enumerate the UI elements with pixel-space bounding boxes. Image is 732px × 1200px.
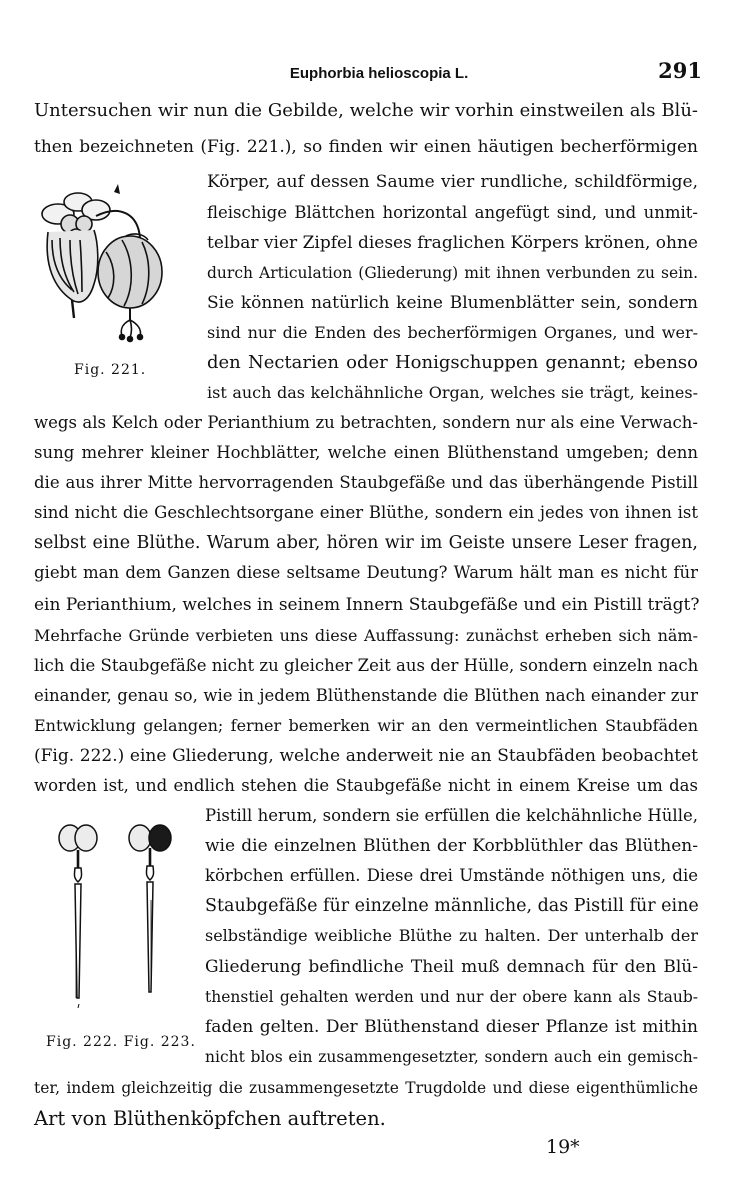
- text-line: Staubgefäße für einzelne männliche, das Pistill für eine: [205, 896, 699, 916]
- text-line: Art von Blüthenköpfchen auftreten.: [34, 1107, 386, 1130]
- text-line: Untersuchen wir nun die Gebilde, welche wir vorhin einstweilen als Blü-: [34, 100, 698, 121]
- text-line: sung mehrer kleiner Hochblätter, welche einen Blüthenstand umgeben; denn: [34, 443, 698, 462]
- text-line: den Nectarien oder Honigschuppen genannt; ebenso: [207, 352, 698, 373]
- text-line: Körper, auf dessen Saume vier rundliche, schildförmige,: [207, 172, 698, 192]
- running-title: Euphorbia helioscopia L.: [289, 65, 469, 82]
- text-line: nicht blos ein zusammengesetzter, sondern auch ein gemisch-: [205, 1048, 698, 1066]
- text-line: then bezeichneten (Fig. 221.), so finden wir einen häutigen becherförmigen: [34, 137, 698, 157]
- text-line: sind nicht die Geschlechtsorgane einer Blüthe, sondern ein jedes von ihnen ist: [34, 503, 698, 522]
- text-line: Mehrfache Gründe verbieten uns diese Auffassung: zunächst erheben sich näm-: [34, 626, 698, 645]
- text-line: ein Perianthium, welches in seinem Innern Staubgefäße und ein Pistill trägt?: [34, 595, 700, 615]
- text-line: fleischige Blättchen horizontal angefügt sind, und unmit-: [207, 203, 698, 222]
- text-line: selbständige weibliche Blüthe zu halten. Der unterhalb der: [205, 926, 698, 945]
- text-line: wie die einzelnen Blüthen der Korbblüthler das Blüthen-: [205, 836, 698, 856]
- text-line: selbst eine Blüthe. Warum aber, hören wir im Geiste unsere Leser fragen,: [34, 533, 698, 553]
- text-line: faden gelten. Der Blüthenstand dieser Pflanze ist mithin: [205, 1017, 698, 1037]
- text-line: durch Articulation (Gliederung) mit ihnen verbunden zu sein.: [207, 264, 698, 282]
- running-head: [60, 58, 702, 86]
- text-line: giebt man dem Ganzen diese seltsame Deutung? Warum hält man es nicht für: [34, 563, 698, 582]
- text-line: ter, indem gleichzeitig die zusammengesetzte Trugdolde und diese eigenthümliche: [34, 1079, 698, 1097]
- text-line: thenstiel gehalten werden und nur der obere kann als Staub-: [205, 988, 698, 1006]
- text-line: sind nur die Enden des becherförmigen Organes, und wer-: [207, 323, 698, 342]
- text-line: ist auch das kelchähnliche Organ, welches sie trägt, keines-: [207, 383, 698, 402]
- text-line: körbchen erfüllen. Diese drei Umstände nöthigen uns, die: [205, 866, 698, 885]
- text-line: einander, genau so, wie in jedem Blüthenstande die Blüthen nach einander zur: [34, 686, 698, 705]
- text-line: Entwicklung gelangen; ferner bemerken wir an den vermeintlichen Staubfäden: [34, 716, 698, 735]
- text-line: worden ist, und endlich stehen die Staubgefäße nicht in einem Kreise um das: [34, 776, 698, 795]
- figure-221-illustration: [30, 180, 190, 350]
- text-line: (Fig. 222.) eine Gliederung, welche anderweit nie an Staubfäden beobachtet: [34, 746, 698, 766]
- text-line: die aus ihrer Mitte hervorragenden Staubgefäße und das überhängende Pistill: [34, 473, 698, 492]
- signature-mark: 19*: [546, 1136, 580, 1158]
- text-line: wegs als Kelch oder Perianthium zu betrachten, sondern nur als eine Verwach-: [34, 413, 698, 432]
- text-line: telbar vier Zipfel dieses fraglichen Körpers krönen, ohne: [207, 233, 698, 253]
- page-number: 291: [658, 58, 702, 83]
- figure-221-caption: Fig. 221.: [74, 362, 147, 378]
- text-line: Sie können natürlich keine Blumenblätter sein, sondern: [207, 293, 698, 313]
- text-line: Pistill herum, sondern sie erfüllen die kelchähnliche Hülle,: [205, 806, 698, 825]
- figure-222-223-illustration: [48, 820, 188, 1020]
- figure-222-223-caption: Fig. 222. Fig. 223.: [46, 1034, 196, 1050]
- text-line: Gliederung befindliche Theil muß demnach für den Blü-: [205, 957, 698, 977]
- text-line: lich die Staubgefäße nicht zu gleicher Zeit aus der Hülle, sondern einzeln nach: [34, 656, 699, 675]
